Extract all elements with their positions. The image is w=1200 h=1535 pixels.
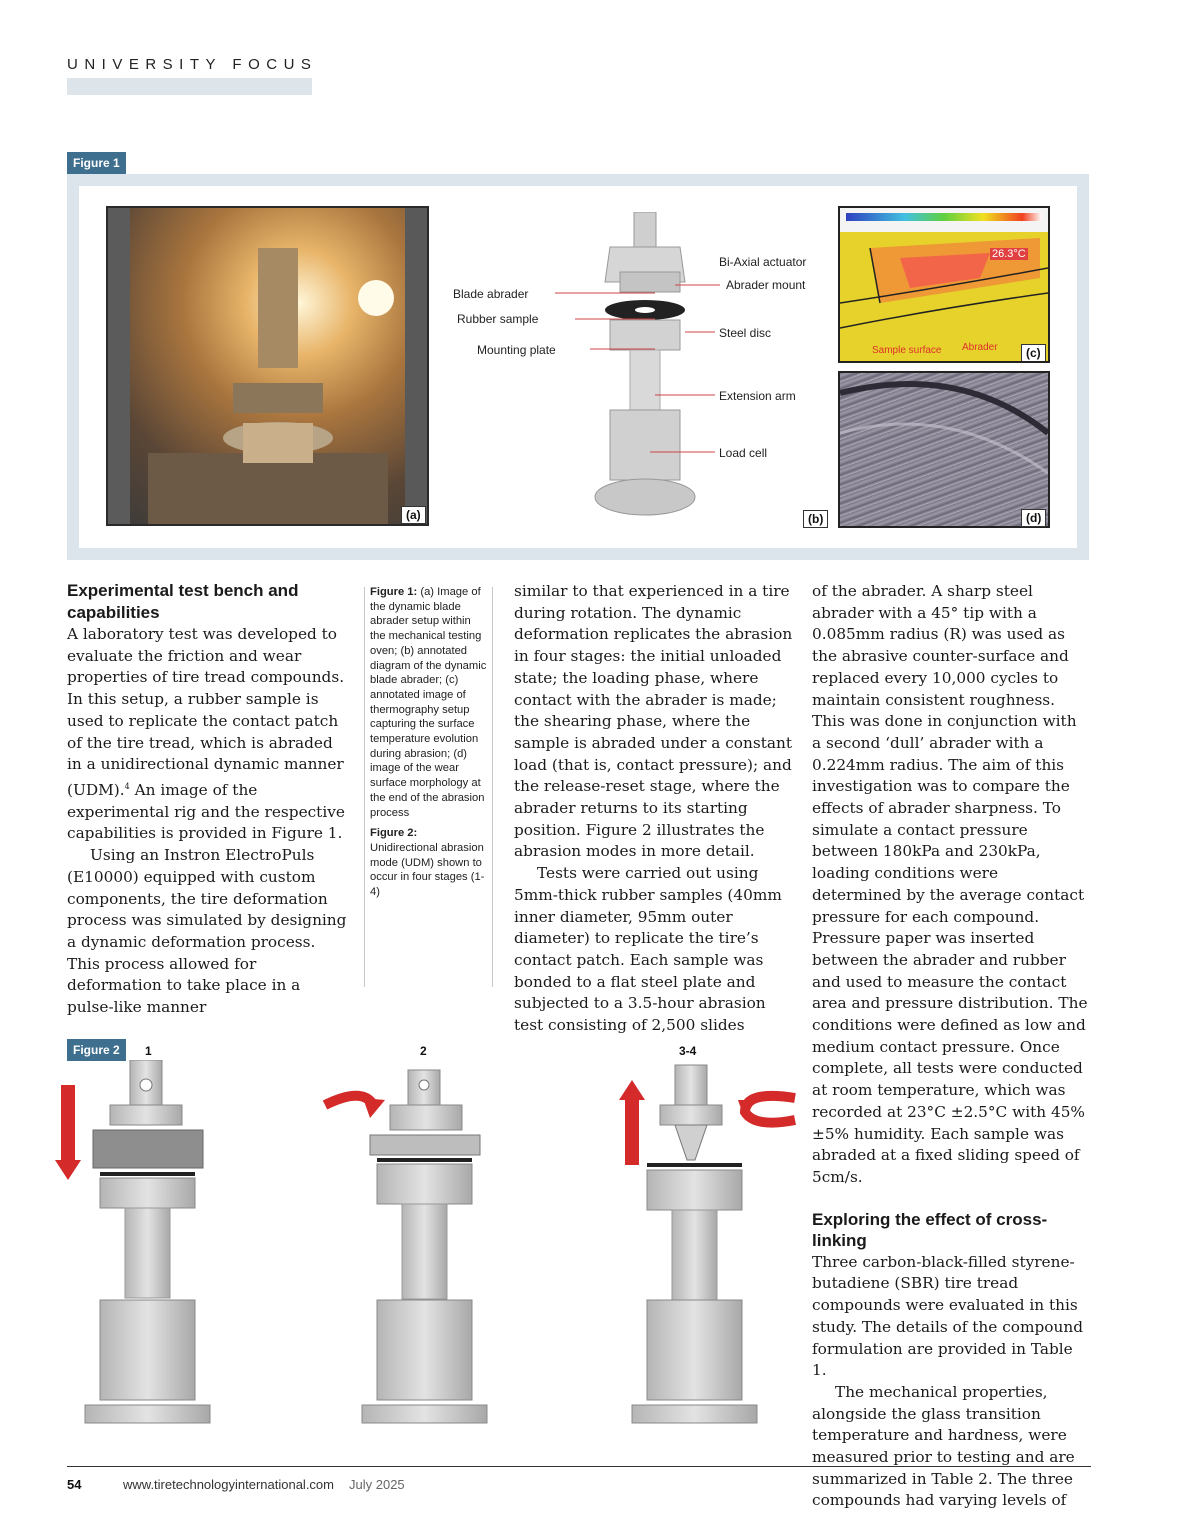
label-load-cell: Load cell bbox=[719, 446, 768, 460]
thermography-image bbox=[838, 206, 1050, 363]
section-label: UNIVERSITY FOCUS bbox=[67, 56, 318, 73]
stage-3-4-rig bbox=[619, 1065, 795, 1423]
caption-label: Figure 2: bbox=[370, 827, 418, 840]
stage-label-1: 1 bbox=[145, 1044, 152, 1058]
stage-label-2: 2 bbox=[420, 1044, 427, 1058]
stage-label-3-4: 3-4 bbox=[679, 1044, 697, 1058]
caption-label: Figure 1: bbox=[370, 586, 418, 598]
footer-date: July 2025 bbox=[349, 1477, 405, 1492]
reference-marker: 4 bbox=[124, 781, 130, 791]
paragraph: similar to that experienced in a tire during rotation. The dynamic deformation replicates the abrasion in four stages: the initial unloaded state; the loading phase, where contact with the abrader is made; the shearing phase, where the sample is abraded under a constant load (that is, contact pressure); and the release-reset stage, where the abrader returns to its starting position. Figure 2 illustrates the abrasion modes in more detail. bbox=[514, 582, 793, 861]
caption-text: Unidirectional abrasion mode (UDM) shown to occur in four stages (1-4) bbox=[370, 841, 485, 899]
stage-1-rig bbox=[55, 1060, 210, 1423]
abrasion-stages-diagram bbox=[55, 1060, 815, 1430]
thermo-temperature: 26.3°C bbox=[992, 248, 1026, 260]
label-mounting-plate: Mounting plate bbox=[477, 343, 556, 357]
heading-cross-linking: Exploring the effect of cross-linking bbox=[812, 1209, 1048, 1251]
paragraph-text: An image of the experimental rig and the respective capabilities is provided in Figure 1. bbox=[67, 781, 345, 843]
page-number: 54 bbox=[67, 1477, 82, 1492]
panel-b-tag: (b) bbox=[803, 510, 828, 528]
figure1-caption bbox=[370, 585, 488, 820]
figure2-caption bbox=[370, 826, 488, 900]
paragraph: Tests were carried out using 5mm-thick rubber samples (40mm inner diameter, 95mm outer diameter) to replicate the tire’s contact patch. Each sample was bonded to a flat steel plate and subjected to a 3.5-hour abrasion test consisting of 2,500 slides bbox=[514, 864, 782, 1035]
column-divider bbox=[492, 587, 493, 987]
paragraph bbox=[67, 624, 350, 845]
panel-c-tag: (c) bbox=[1021, 344, 1046, 362]
figure2-tag: Figure 2 bbox=[67, 1039, 126, 1061]
thermo-sample-surface: Sample surface bbox=[872, 345, 942, 356]
label-biaxial-actuator: Bi-Axial actuator bbox=[719, 255, 807, 269]
paragraph-text: A laboratory test was developed to evaluate the friction and wear properties of tire tread compounds. In this setup, a rubber sample is used to replicate the contact patch of the tire tread, which is abraded in a unidirectional dynamic manner (UDM). bbox=[67, 625, 345, 800]
figure-captions bbox=[370, 585, 488, 900]
wear-surface-image bbox=[838, 371, 1050, 528]
footer-rule bbox=[67, 1466, 1091, 1467]
column-1 bbox=[67, 624, 350, 1019]
diagram-leader-lines bbox=[555, 280, 855, 460]
paragraph: The mechanical properties, alongside the glass transition temperature and hardness, were measured prior to testing and are summarized in Table 2. The three compounds had varying levels of bbox=[812, 1382, 1075, 1510]
footer-url[interactable]: www.tiretechnologyinternational.com bbox=[123, 1477, 334, 1492]
column-4 bbox=[812, 581, 1090, 1512]
panel-a-tag: (a) bbox=[401, 506, 426, 524]
stage-2-rig bbox=[325, 1070, 487, 1423]
heading-test-bench: Experimental test bench and capabilities bbox=[67, 581, 299, 622]
thermo-abrader: Abrader bbox=[962, 342, 998, 353]
label-blade-abrader: Blade abrader bbox=[453, 287, 529, 301]
label-rubber-sample: Rubber sample bbox=[457, 312, 539, 326]
figure1-tag: Figure 1 bbox=[67, 152, 126, 174]
paragraph: Three carbon-black-filled styrene-butadiene (SBR) tire tread compounds were evaluated in this study. The details of the compound formulation are provided in Table 1. bbox=[812, 1252, 1083, 1380]
column-3 bbox=[514, 581, 794, 1037]
label-extension-arm: Extension arm bbox=[719, 389, 796, 403]
column-divider bbox=[364, 587, 365, 987]
paragraph: Using an Instron ElectroPuls (E10000) equipped with custom components, the tire deformation process was simulated by designing a dynamic deformation process. This process allowed for deformation to take place in a pulse-like manner bbox=[67, 846, 347, 1017]
panel-d-tag: (d) bbox=[1021, 509, 1046, 527]
label-steel-disc: Steel disc bbox=[719, 326, 772, 340]
label-abrader-mount: Abrader mount bbox=[726, 278, 806, 292]
caption-text: (a) Image of the dynamic blade abrader setup within the mechanical testing oven; (b) annotated diagram of the dynamic blade abrader; (c) annotated image of thermography setup capturing the surface temperature evolution during abrasion; (d) image of the wear surface morphology at the end of the abrasion process bbox=[370, 586, 487, 819]
paragraph: of the abrader. A sharp steel abrader with a 45° tip with a 0.085mm radius (R) was used as the abrasive counter-surface and replaced every 10,000 cycles to maintain consistent roughness. This was done in conjunction with a second ‘dull’ abrader with a 0.224mm radius. The aim of this investigation was to compare the effects of abrader sharpness. To simulate a contact pressure between 180kPa and 230kPa, loading conditions were determined by the average contact pressure for each compound. Pressure paper was inserted between the abrader and rubber and used to measure the contact area and pressure distribution. The conditions were defined as low and medium contact pressure. Once complete, all tests were conducted at room temperature, which was recorded at 23°C ±2.5°C with 45% ±5% humidity. Each sample was abraded at a fixed sliding speed of 5cm/s. bbox=[812, 582, 1088, 1186]
test-rig-photo bbox=[106, 206, 429, 526]
section-bar bbox=[67, 78, 312, 95]
